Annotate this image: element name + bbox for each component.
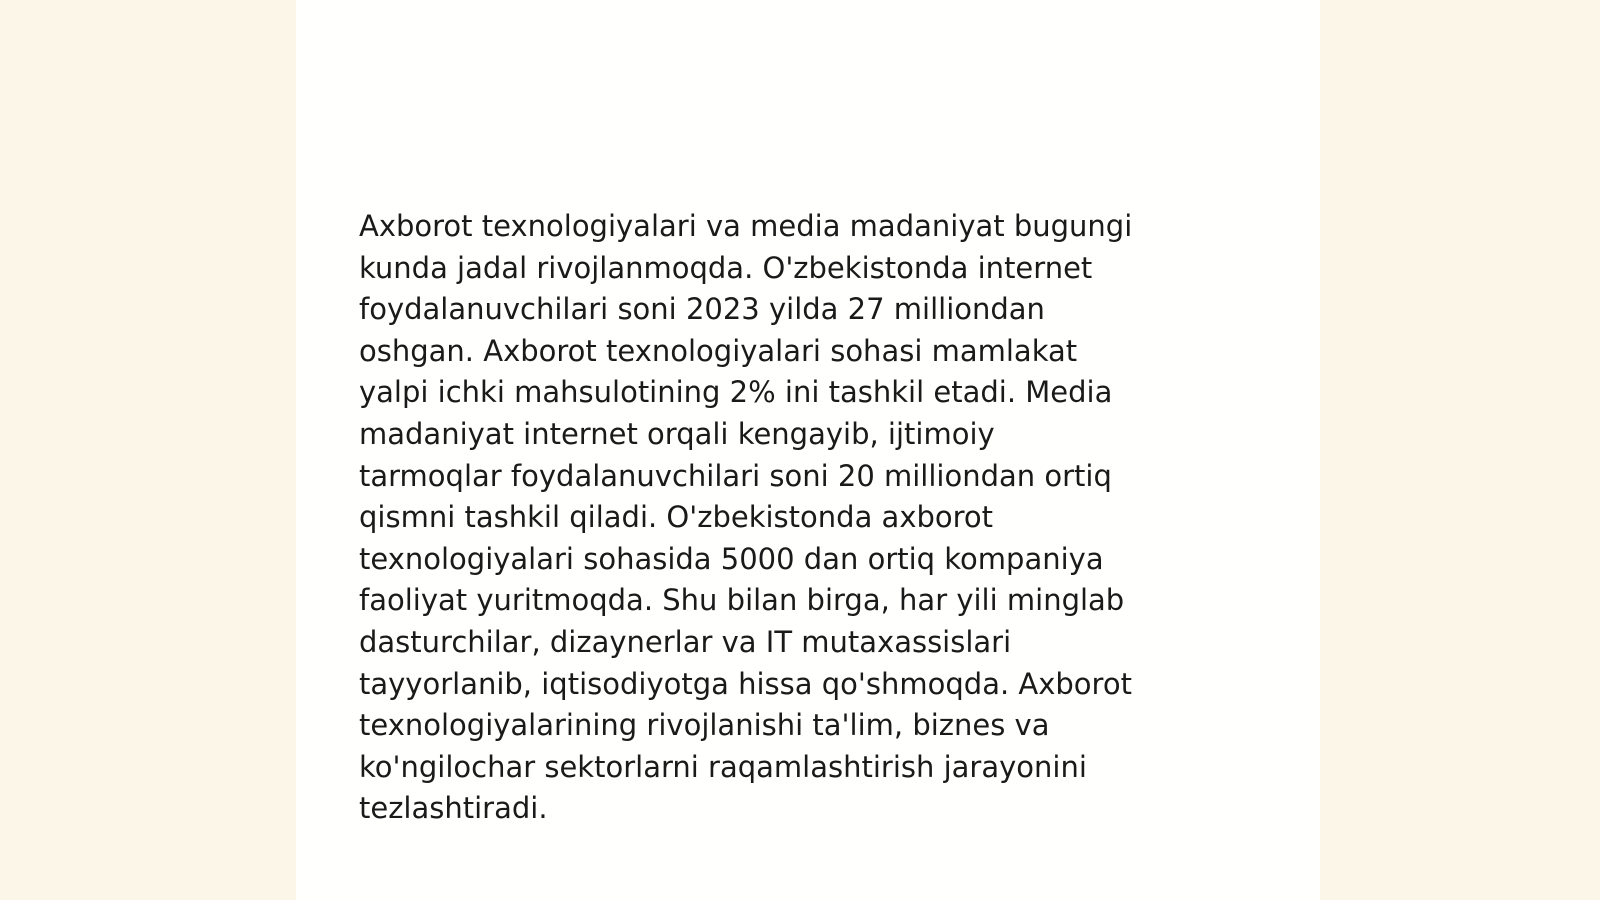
paragraph-line: tayyorlanib, iqtisodiyotga hissa qo'shmoqda. Axborot <box>359 666 1132 701</box>
paragraph-line: tarmoqlar foydalanuvchilari soni 20 milliondan ortiq <box>359 458 1112 493</box>
paragraph-line: faoliyat yuritmoqda. Shu bilan birga, har yili minglab <box>359 583 1125 618</box>
paragraph-line: foydalanuvchilari soni 2023 yilda 27 milliondan <box>359 292 1045 327</box>
paragraph-line: texnologiyalarining rivojlanishi ta'lim, biznes va <box>359 708 1050 743</box>
paragraph-line: kunda jadal rivojlanmoqda. O'zbekistonda internet <box>359 250 1093 285</box>
paragraph-line: ko'ngilochar sektorlarni raqamlashtirish jarayonini <box>359 749 1087 784</box>
paragraph-line: madaniyat internet orqali kengayib, ijtimoiy <box>359 416 995 451</box>
paragraph-line: dasturchilar, dizaynerlar va IT mutaxassislari <box>359 624 1012 659</box>
paragraph-line: qismni tashkil qiladi. O'zbekistonda axborot <box>359 500 994 535</box>
paragraph-line: oshgan. Axborot texnologiyalari sohasi mamlakat <box>359 333 1078 368</box>
paragraph-line: texnologiyalari sohasida 5000 dan ortiq kompaniya <box>359 541 1104 576</box>
paragraph-line: yalpi ichki mahsulotining 2% ini tashkil etadi. Media <box>359 375 1113 410</box>
document-page <box>296 0 1320 900</box>
paragraph-line: tezlashtiradi. <box>359 791 548 826</box>
paragraph-line: Axborot texnologiyalari va media madaniyat bugungi <box>359 209 1133 243</box>
document-paragraph <box>359 206 1239 830</box>
